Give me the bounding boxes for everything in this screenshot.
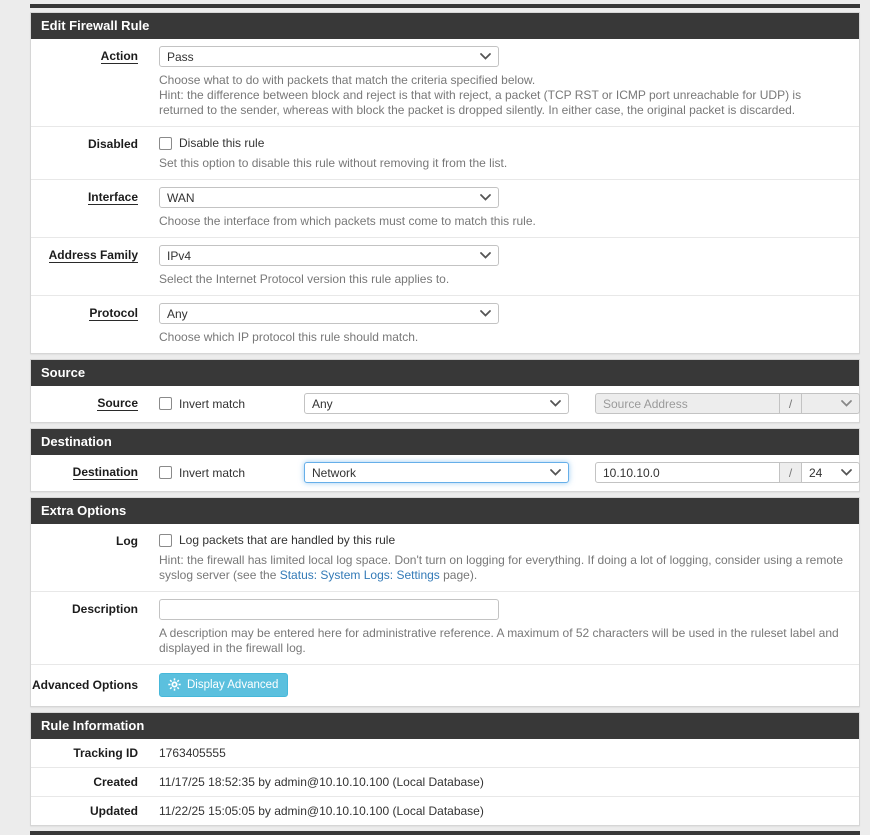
updated-label: Updated <box>90 804 138 818</box>
destination-address-input[interactable] <box>595 462 780 483</box>
panel-title-rule-information: Rule Information <box>31 713 859 739</box>
description-input[interactable] <box>159 599 499 620</box>
display-advanced-button[interactable] <box>159 673 288 697</box>
log-label: Log <box>116 534 138 548</box>
description-help: A description may be entered here for administrative reference. A maximum of 52 characters will be used in the ruleset label and displayed in the firewall log. <box>159 626 839 655</box>
destination-type-select-value: Network <box>312 465 357 480</box>
destination-label: Destination <box>72 465 138 479</box>
chevron-down-icon <box>841 469 852 476</box>
action-help-line1: Choose what to do with packets that match the criteria specified below. <box>159 73 536 87</box>
disable-rule-checkbox[interactable] <box>159 137 172 150</box>
log-checkbox-label: Log packets that are handled by this rule <box>179 533 396 547</box>
panel-title-edit-firewall-rule: Edit Firewall Rule <box>31 13 859 39</box>
panel-source <box>30 359 860 423</box>
row-protocol <box>31 296 859 353</box>
row-destination <box>31 455 859 491</box>
gear-icon <box>168 678 181 691</box>
description-label: Description <box>71 602 138 616</box>
source-invert-label: Invert match <box>179 396 246 411</box>
source-invert-checkbox[interactable] <box>159 397 172 410</box>
destination-mask-select-value: 24 <box>809 465 823 480</box>
source-label: Source <box>97 396 138 410</box>
action-help <box>159 73 849 118</box>
row-advanced-options <box>31 665 859 706</box>
interface-label: Interface <box>87 190 138 204</box>
disabled-help: Set this option to disable this rule without removing it from the list. <box>159 156 508 170</box>
destination-mask-select[interactable] <box>802 462 860 483</box>
log-help: Hint: the firewall has limited local log space. Don't turn on logging for everything. If doing a lot of logging, consider using a remote syslog server (see the Status: System Logs: Settings page). <box>159 553 844 582</box>
disable-rule-checkbox-label: Disable this rule <box>179 136 265 150</box>
source-mask-separator: / <box>780 393 802 414</box>
protocol-help: Choose which IP protocol this rule should match. <box>159 330 419 344</box>
address-family-select-value: IPv4 <box>167 248 192 263</box>
source-type-select-value: Any <box>312 396 333 411</box>
display-advanced-button-label: Display Advanced <box>187 678 279 691</box>
destination-invert-checkbox[interactable] <box>159 466 172 479</box>
disabled-label: Disabled <box>87 137 138 151</box>
interface-select-value: WAN <box>167 190 195 205</box>
updated-value: 11/22/25 15:05:05 by admin@10.10.10.100 (Local Database) <box>159 804 484 818</box>
row-source <box>31 386 859 422</box>
row-created <box>31 768 859 797</box>
next-panel-edge <box>30 831 860 835</box>
syslog-settings-link[interactable]: Status: System Logs: Settings <box>279 568 440 582</box>
protocol-label: Protocol <box>89 306 138 320</box>
tracking-id-label: Tracking ID <box>73 746 138 760</box>
protocol-select-value: Any <box>167 306 188 321</box>
chevron-down-icon <box>480 194 491 201</box>
address-family-label: Address Family <box>48 248 138 262</box>
chevron-down-icon <box>480 310 491 317</box>
created-label: Created <box>93 775 138 789</box>
panel-title-source: Source <box>31 360 859 386</box>
chevron-down-icon <box>841 400 852 407</box>
chevron-down-icon <box>550 469 561 476</box>
row-updated <box>31 797 859 825</box>
source-type-select[interactable] <box>304 393 569 414</box>
chevron-down-icon <box>480 252 491 259</box>
source-mask-select[interactable] <box>802 393 860 414</box>
address-family-help: Select the Internet Protocol version this rule applies to. <box>159 272 450 286</box>
panel-extra-options <box>30 497 860 707</box>
action-help-line2: Hint: the difference between block and reject is that with reject, a packet (TCP RST or ICMP port unreachable for UDP) is returned to the sender, whereas with block the packet is dropped silently. In either case, the original packet is discarded. <box>159 88 802 117</box>
row-description <box>31 592 859 665</box>
interface-select[interactable] <box>159 187 499 208</box>
advanced-options-label: Advanced Options <box>31 678 138 692</box>
panel-edit-firewall-rule <box>30 12 860 354</box>
destination-invert-label: Invert match <box>179 465 246 480</box>
action-label: Action <box>100 49 138 63</box>
destination-type-select[interactable] <box>304 462 569 483</box>
log-checkbox[interactable] <box>159 534 172 547</box>
panel-title-destination: Destination <box>31 429 859 455</box>
interface-help: Choose the interface from which packets must come to match this rule. <box>159 214 536 228</box>
row-tracking-id <box>31 739 859 768</box>
source-address-input[interactable] <box>595 393 780 414</box>
panel-destination <box>30 428 860 492</box>
panel-title-extra-options: Extra Options <box>31 498 859 524</box>
tracking-id-value: 1763405555 <box>159 746 226 760</box>
created-value: 11/17/25 18:52:35 by admin@10.10.10.100 (Local Database) <box>159 775 484 789</box>
chevron-down-icon <box>480 53 491 60</box>
action-select[interactable] <box>159 46 499 67</box>
row-action <box>31 39 859 127</box>
row-address-family <box>31 238 859 296</box>
row-disabled <box>31 127 859 180</box>
row-log <box>31 524 859 592</box>
destination-mask-separator: / <box>780 462 802 483</box>
address-family-select[interactable] <box>159 245 499 266</box>
chevron-down-icon <box>550 400 561 407</box>
panel-rule-information <box>30 712 860 826</box>
previous-panel-edge <box>30 4 860 8</box>
row-interface <box>31 180 859 238</box>
protocol-select[interactable] <box>159 303 499 324</box>
action-select-value: Pass <box>167 49 194 64</box>
